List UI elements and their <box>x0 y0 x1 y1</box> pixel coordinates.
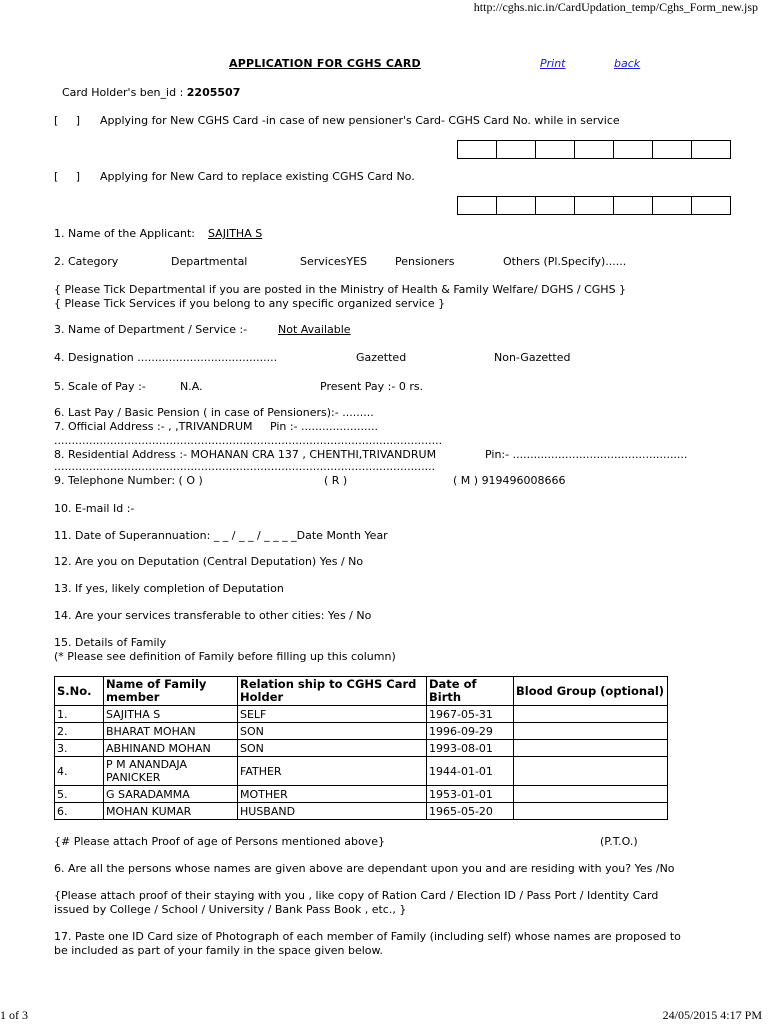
cell-relation: SELF <box>238 706 427 723</box>
digit-box[interactable] <box>458 141 497 158</box>
page-url: http://cghs.nic.in/CardUpdation_temp/Cghs_Form_new.jsp <box>473 0 758 14</box>
cell-name: BHARAT MOHAN <box>104 723 238 740</box>
dependant-question: 6. Are all the persons whose names are given above are dependant upon you and are residing with you? Yes /No <box>54 862 675 875</box>
category-departmental[interactable]: Departmental <box>171 255 248 268</box>
back-link[interactable]: back <box>614 57 641 70</box>
digit-box[interactable] <box>536 197 575 214</box>
cell-dob: 1996-09-29 <box>427 723 514 740</box>
cell-dob: 1993-08-01 <box>427 740 514 757</box>
cell-name: MOHAN KUMAR <box>104 803 238 820</box>
email-label: 10. E-mail Id :- <box>54 502 135 515</box>
category-services[interactable] <box>300 255 367 268</box>
digit-box[interactable] <box>575 141 614 158</box>
cell-name: SAJITHA S <box>104 706 238 723</box>
transferable-question: 14. Are your services transferable to other cities: Yes / No <box>54 609 372 622</box>
replace-card-checkbox[interactable]: [ ] <box>54 170 81 183</box>
table-row <box>55 757 668 786</box>
table-row <box>55 786 668 803</box>
deputation-question: 12. Are you on Deputation (Central Deputation) Yes / No <box>54 555 364 568</box>
cell-relation: MOTHER <box>238 786 427 803</box>
replace-card-text: Applying for New Card to replace existing CGHS Card No. <box>100 170 415 183</box>
telephone-mobile: ( M ) 919496008666 <box>453 474 566 487</box>
table-row <box>55 723 668 740</box>
category-label: 2. Category <box>54 255 119 268</box>
telephone-office: 9. Telephone Number: ( O ) <box>54 474 203 487</box>
note-tick-departmental: { Please Tick Departmental if you are posted in the Ministry of Health & Family Welfare/ DGHS / CGHS } <box>54 283 627 296</box>
digit-box[interactable] <box>653 197 692 214</box>
ben-id-row <box>62 86 240 99</box>
official-address-line2: ............................................................................................................... <box>54 434 443 447</box>
cell-sno: 3. <box>55 740 104 757</box>
proof-staying-line1: {Please attach proof of their staying with you , like copy of Ration Card / Election ID / Pass Port / Identity Card <box>54 889 659 902</box>
cell-blood-group <box>514 757 668 786</box>
department-value: Not Available <box>278 323 351 336</box>
cell-relation: SON <box>238 740 427 757</box>
official-address-line1: 7. Official Address :- , ,TRIVANDRUM Pin :- ...................... <box>54 420 378 433</box>
telephone-residence: ( R ) <box>324 474 348 487</box>
scale-of-pay-value: N.A. <box>180 380 203 393</box>
pto-label: (P.T.O.) <box>600 835 638 848</box>
residential-pin: Pin:- .................................................. <box>485 448 688 461</box>
cell-blood-group <box>514 803 668 820</box>
ben-id-value: 2205507 <box>186 86 241 99</box>
cell-name: P M ANANDAJA PANICKER <box>104 757 238 786</box>
digit-box[interactable] <box>575 197 614 214</box>
present-pay: Present Pay :- 0 rs. <box>320 380 424 393</box>
cell-name: ABHINAND MOHAN <box>104 740 238 757</box>
digit-box[interactable] <box>497 141 536 158</box>
col-dob: Date of Birth <box>427 677 514 706</box>
designation-label: 4. Designation ........................................ <box>54 351 278 364</box>
applicant-label: 1. Name of the Applicant: <box>54 227 195 240</box>
col-sno: S.No. <box>55 677 104 706</box>
cell-sno: 6. <box>55 803 104 820</box>
table-row <box>55 706 668 723</box>
cell-blood-group <box>514 740 668 757</box>
residential-address-line2: ............................................................................................................. <box>54 460 436 473</box>
cell-name: G SARADAMMA <box>104 786 238 803</box>
print-datetime: 24/05/2015 4:17 PM <box>662 1008 762 1022</box>
card-number-boxes-1[interactable] <box>457 140 731 159</box>
digit-box[interactable] <box>458 197 497 214</box>
category-pensioners[interactable]: Pensioners <box>395 255 455 268</box>
superannuation-label: 11. Date of Superannuation: _ _ / _ _ / _ _ _ _Date Month Year <box>54 529 388 542</box>
table-row <box>55 740 668 757</box>
applicant-name: SAJITHA S <box>208 227 263 240</box>
col-blood-group: Blood Group (optional) <box>514 677 668 706</box>
cell-dob: 1967-05-31 <box>427 706 514 723</box>
cell-blood-group <box>514 706 668 723</box>
family-table <box>54 676 668 820</box>
digit-box[interactable] <box>614 141 653 158</box>
category-services-label: Services <box>300 255 347 268</box>
family-table-header <box>55 677 668 706</box>
family-details-label: 15. Details of Family <box>54 636 167 649</box>
category-others[interactable]: Others (Pl.Specify)...... <box>503 255 627 268</box>
note-tick-services: { Please Tick Services if you belong to any specific organized service } <box>54 297 446 310</box>
print-link[interactable]: Print <box>540 57 566 70</box>
ben-id-label: Card Holder's ben_id : <box>62 86 187 99</box>
last-pay: 6. Last Pay / Basic Pension ( in case of Pensioners):- ......... <box>54 406 374 419</box>
proof-of-age-note: {# Please attach Proof of age of Persons mentioned above} <box>54 835 385 848</box>
category-services-value: YES <box>346 255 368 268</box>
cell-sno: 5. <box>55 786 104 803</box>
cell-sno: 4. <box>55 757 104 786</box>
photograph-line2: be included as part of your family in the space given below. <box>54 944 384 957</box>
designation-non-gazetted[interactable]: Non-Gazetted <box>494 351 571 364</box>
deputation-completion: 13. If yes, likely completion of Deputation <box>54 582 284 595</box>
cell-dob: 1965-05-20 <box>427 803 514 820</box>
family-details-note: (* Please see definition of Family before filling up this column) <box>54 650 396 663</box>
proof-staying-line2: issued by College / School / University / Bank Pass Book , etc., } <box>54 903 407 916</box>
new-card-checkbox[interactable]: [ ] <box>54 114 81 127</box>
cell-sno: 1. <box>55 706 104 723</box>
cell-sno: 2. <box>55 723 104 740</box>
cell-dob: 1953-01-01 <box>427 786 514 803</box>
cell-blood-group <box>514 786 668 803</box>
cell-dob: 1944-01-01 <box>427 757 514 786</box>
digit-box[interactable] <box>536 141 575 158</box>
department-label: 3. Name of Department / Service :- <box>54 323 248 336</box>
cell-relation: HUSBAND <box>238 803 427 820</box>
designation-gazetted[interactable]: Gazetted <box>356 351 407 364</box>
col-name: Name of Family member <box>104 677 238 706</box>
digit-box[interactable] <box>653 141 692 158</box>
scale-of-pay-label: 5. Scale of Pay :- <box>54 380 146 393</box>
photograph-line1: 17. Paste one ID Card size of Photograph of each member of Family (including self) whose names are proposed to <box>54 930 681 943</box>
cell-blood-group <box>514 723 668 740</box>
digit-box[interactable] <box>692 141 730 158</box>
card-number-boxes-2[interactable] <box>457 196 731 215</box>
form-title: APPLICATION FOR CGHS CARD <box>229 57 421 70</box>
digit-box[interactable] <box>614 197 653 214</box>
residential-address-line1: 8. Residential Address :- MOHANAN CRA 137 , CHENTHI,TRIVANDRUM <box>54 448 437 461</box>
cell-relation: FATHER <box>238 757 427 786</box>
digit-box[interactable] <box>692 197 730 214</box>
new-card-text: Applying for New CGHS Card -in case of new pensioner's Card- CGHS Card No. while in service <box>100 114 620 127</box>
page-indicator: 1 of 3 <box>0 1008 28 1022</box>
table-row <box>55 803 668 820</box>
col-relation: Relation ship to CGHS Card Holder <box>238 677 427 706</box>
digit-box[interactable] <box>497 197 536 214</box>
cell-relation: SON <box>238 723 427 740</box>
